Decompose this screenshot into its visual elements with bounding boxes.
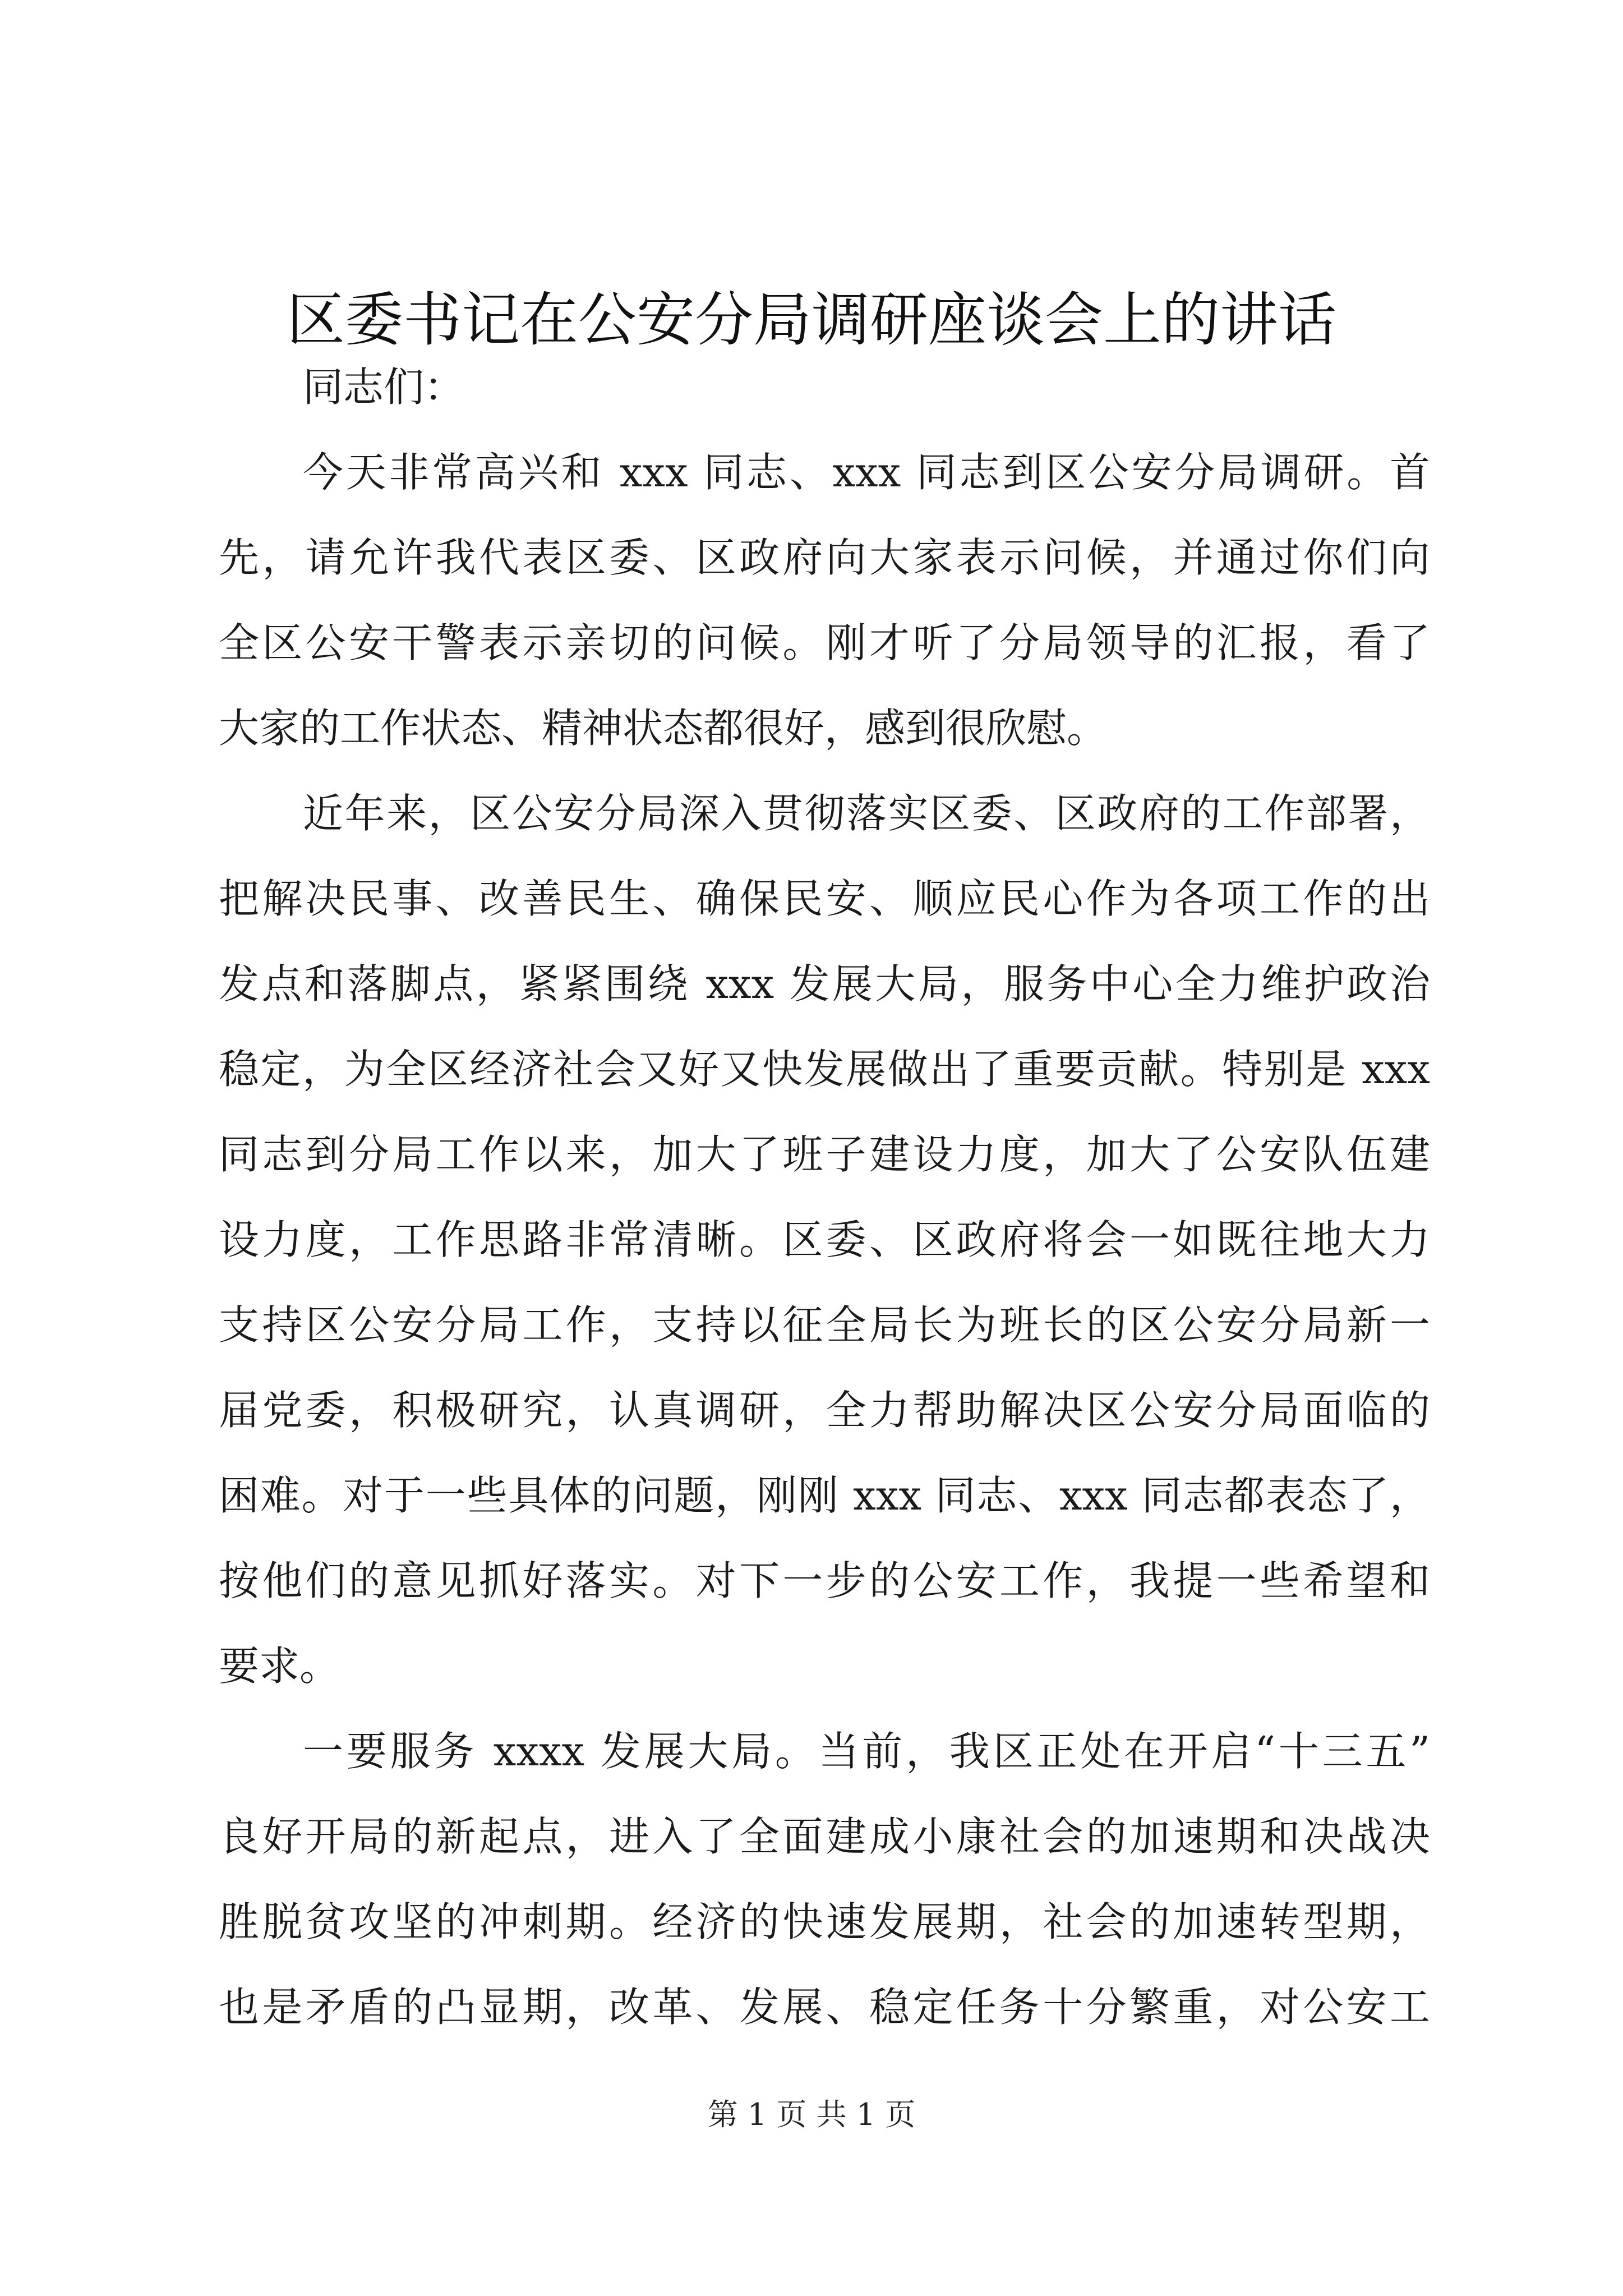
paragraph-2-line-4: 稳定，为全区经济社会又好又快发展做出了重要贡献。特别是 xxx [219, 1046, 1430, 1093]
paragraph-2-line-8: 届党委，积极研究，认真调研，全力帮助解决区公安分局面临的 [219, 1387, 1430, 1434]
paragraph-2-line-6: 设力度，工作思路非常清晰。区委、区政府将会一如既往地大力 [219, 1216, 1430, 1263]
paragraph-2-line-2: 把解决民事、改善民生、确保民安、顺应民心作为各项工作的出 [219, 875, 1430, 922]
page-number-footer: 第 1 页 共 1 页 [707, 2097, 916, 2132]
paragraph-1-line-4: 大家的工作状态、精神状态都很好，感到很欣慰。 [219, 705, 1108, 752]
paragraph-2-line-7: 支持区公安分局工作，支持以征全局长为班长的区公安分局新一 [219, 1301, 1430, 1349]
paragraph-2-line-11: 要求。 [219, 1642, 340, 1690]
document-title: 区委书记在公安分局调研座谈会上的讲话 [286, 286, 1336, 354]
paragraph-3-line-4: 也是矛盾的凸显期，改革、发展、稳定任务十分繁重，对公安工 [219, 1984, 1430, 2031]
paragraph-3-line-1: 一要服务 xxxx 发展大局。当前，我区正处在开启“十三五” [303, 1728, 1430, 1775]
paragraph-2-line-10: 按他们的意见抓好落实。对下一步的公安工作，我提一些希望和 [219, 1557, 1430, 1604]
paragraph-2-line-9: 困难。对于一些具体的问题，刚刚 xxx 同志、xxx 同志都表态了， [219, 1472, 1430, 1519]
paragraph-1-line-3: 全区公安干警表示亲切的问候。刚才听了分局领导的汇报，看了 [219, 619, 1430, 666]
paragraph-1-line-2: 先，请允许我代表区委、区政府向大家表示问候，并通过你们向 [219, 534, 1430, 581]
paragraph-2-line-5: 同志到分局工作以来，加大了班子建设力度，加大了公安队伍建 [219, 1131, 1430, 1178]
paragraph-2-line-1: 近年来，区公安分局深入贯彻落实区委、区政府的工作部署， [303, 790, 1430, 837]
paragraph-3-line-2: 良好开局的新起点，进入了全面建成小康社会的加速期和决战决 [219, 1813, 1430, 1860]
paragraph-3-line-3: 胜脱贫攻坚的冲刺期。经济的快速发展期，社会的加速转型期， [219, 1898, 1430, 1945]
paragraph-1-line-1: 今天非常高兴和 xxx 同志、xxx 同志到区公安分局调研。首 [303, 449, 1430, 496]
salutation-line: 同志们： [303, 364, 465, 411]
paragraph-2-line-3: 发点和落脚点，紧紧围绕 xxx 发展大局，服务中心全力维护政治 [219, 960, 1430, 1007]
